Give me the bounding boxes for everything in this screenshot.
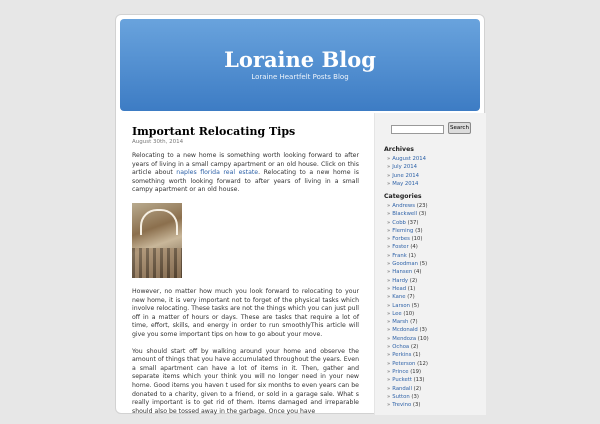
category-link[interactable]: Fleming <box>392 227 414 234</box>
bullet-arrow-icon: » <box>387 203 391 209</box>
category-link[interactable]: Peterson <box>392 360 416 367</box>
bullet-arrow-icon: » <box>387 294 391 301</box>
category-count: (3) <box>412 402 421 409</box>
category-item[interactable] <box>387 360 429 368</box>
category-link[interactable]: Goodman <box>392 261 418 268</box>
category-link[interactable]: Head <box>392 285 407 292</box>
bullet-arrow-icon: » <box>387 211 391 218</box>
archive-item[interactable] <box>387 155 426 163</box>
archive-item[interactable] <box>387 163 426 171</box>
category-count: (10) <box>417 335 429 342</box>
category-count: (37) <box>407 219 419 226</box>
category-item[interactable] <box>387 343 429 351</box>
category-item[interactable] <box>387 235 429 243</box>
bullet-arrow-icon: » <box>387 252 391 259</box>
bullet-arrow-icon: » <box>387 277 391 284</box>
category-link[interactable]: Puckett <box>392 377 412 384</box>
category-link[interactable]: Prince <box>392 368 409 375</box>
category-item[interactable] <box>387 335 429 343</box>
category-count: (3) <box>415 227 423 234</box>
category-count: (23) <box>416 203 428 209</box>
category-item[interactable] <box>387 277 429 285</box>
sidebar <box>374 113 486 415</box>
category-item[interactable] <box>387 243 429 251</box>
category-link[interactable]: Mcdonald <box>392 327 418 334</box>
category-item[interactable] <box>387 368 429 376</box>
bullet-arrow-icon: » <box>387 368 391 375</box>
category-link[interactable]: Forbes <box>392 236 410 243</box>
bullet-arrow-icon: » <box>387 236 391 243</box>
category-item[interactable] <box>387 268 429 276</box>
category-item[interactable] <box>387 260 429 268</box>
category-count: (4) <box>410 244 418 251</box>
categories-list <box>387 202 429 409</box>
post-content <box>132 125 359 424</box>
bullet-arrow-icon: » <box>387 156 391 162</box>
category-count: (1) <box>407 285 416 292</box>
archive-link[interactable]: June 2014 <box>392 172 419 179</box>
category-item[interactable] <box>387 351 429 359</box>
category-count: (3) <box>418 211 427 218</box>
page-container <box>115 14 485 414</box>
category-link[interactable]: Cobb <box>392 219 406 226</box>
real-estate-link[interactable]: naples florida real estate <box>176 169 259 177</box>
archive-link[interactable]: July 2014 <box>392 164 417 171</box>
category-link[interactable]: Marsh <box>392 319 409 326</box>
category-link[interactable]: Randall <box>392 385 412 392</box>
archive-item[interactable] <box>387 180 426 188</box>
category-count: (12) <box>417 360 428 367</box>
category-link[interactable]: Foster <box>392 244 409 251</box>
bullet-arrow-icon: » <box>387 377 391 384</box>
category-item[interactable] <box>387 326 429 334</box>
post-paragraph <box>132 152 359 195</box>
category-item[interactable] <box>387 376 429 384</box>
archive-link[interactable]: August 2014 <box>392 156 426 162</box>
category-link[interactable]: Hansen <box>392 269 413 276</box>
bullet-arrow-icon: » <box>387 269 391 276</box>
category-link[interactable]: Andrews <box>392 203 416 209</box>
bullet-arrow-icon: » <box>387 344 391 351</box>
category-item[interactable] <box>387 227 429 235</box>
category-count: (19) <box>410 368 422 375</box>
category-item[interactable] <box>387 210 429 218</box>
category-count: (1) <box>408 252 416 259</box>
bullet-arrow-icon: » <box>387 180 391 187</box>
bullet-arrow-icon: » <box>387 352 391 359</box>
category-item[interactable] <box>387 302 429 310</box>
category-item[interactable] <box>387 393 429 401</box>
blog-title[interactable]: Loraine Blog <box>224 47 376 72</box>
bullet-arrow-icon: » <box>387 302 391 309</box>
archive-link[interactable]: May 2014 <box>392 180 419 187</box>
bullet-arrow-icon: » <box>387 310 391 317</box>
bullet-arrow-icon: » <box>387 285 391 292</box>
category-item[interactable] <box>387 285 429 293</box>
bullet-arrow-icon: » <box>387 261 391 268</box>
category-link[interactable]: Sutton <box>392 393 410 400</box>
category-count: (3) <box>411 393 419 400</box>
archive-item[interactable] <box>387 172 426 180</box>
bullet-arrow-icon: » <box>387 360 391 367</box>
category-item[interactable] <box>387 310 429 318</box>
category-link[interactable]: Frank <box>392 252 407 259</box>
category-count: (7) <box>407 294 415 301</box>
category-item[interactable] <box>387 219 429 227</box>
header-banner <box>120 19 480 111</box>
category-link[interactable]: Kane <box>392 294 406 301</box>
category-link[interactable]: Lee <box>392 310 402 317</box>
post-title[interactable]: Important Relocating Tips <box>132 125 296 138</box>
category-link[interactable]: Hardy <box>392 277 409 284</box>
bullet-arrow-icon: » <box>387 219 391 226</box>
bullet-arrow-icon: » <box>387 335 391 342</box>
bullet-arrow-icon: » <box>387 385 391 392</box>
bullet-arrow-icon: » <box>387 327 391 334</box>
category-count: (5) <box>419 261 428 268</box>
category-item[interactable] <box>387 401 429 409</box>
bullet-arrow-icon: » <box>387 227 391 234</box>
category-count: (7) <box>410 319 418 326</box>
post-paragraph: You should start off by walking around your home and observe the amount of things that you have accumulated throughout the years. Even a small apartment can have a lot of items in it. Then, gather and separate items which your think you will no longer need in your new home. Good items you haven t used for six months to even years can be donated to a charity, given to a friend, or sold in a garage sale. What s really important is to get rid of them. Items damaged and irreparable should also be tossed away in the garbage. Once you have <box>132 347 359 415</box>
category-count: (3) <box>419 327 427 334</box>
category-count: (2) <box>413 385 422 392</box>
category-link[interactable]: Ochoa <box>392 344 410 351</box>
category-item[interactable] <box>387 202 429 210</box>
category-count: (10) <box>403 310 415 317</box>
category-link[interactable]: Mendoza <box>392 335 417 342</box>
category-count: (2) <box>409 277 418 284</box>
category-item[interactable] <box>387 293 429 301</box>
bullet-arrow-icon: » <box>387 172 391 179</box>
category-item[interactable] <box>387 252 429 260</box>
category-count: (10) <box>411 236 423 243</box>
archives-heading: Archives <box>384 146 414 153</box>
categories-heading: Categories <box>384 193 422 200</box>
category-item[interactable] <box>387 318 429 326</box>
blog-description: Loraine Heartfelt Posts Blog <box>251 73 349 81</box>
post-text: Relocating to a new home is something worth looking forward to after years of living in a small campy apartment or an old house. Click on this article about <box>132 152 359 177</box>
bullet-arrow-icon: » <box>387 319 391 326</box>
search-input[interactable] <box>391 125 444 134</box>
bullet-arrow-icon: » <box>387 244 391 251</box>
post-text: . Relocating to a new home is something worth looking forward to after years of living in a small campy apartment or an old house. <box>132 169 359 194</box>
category-count: (5) <box>411 302 420 309</box>
category-link[interactable]: Perkins <box>392 352 412 359</box>
category-item[interactable] <box>387 385 429 393</box>
category-count: (2) <box>410 344 419 351</box>
post-date: August 30th, 2014 <box>132 139 184 145</box>
post-paragraph: However, no matter how much you look forward to relocating to your new home, it is very important not to forget of the physical tasks which involve relocating. These tasks are not the things which you can just pull off in a matter of hours or days. These are tasks that require a lot of time, effort, skills, and energy in order to run smoothlyThis article will give you some important tips on how to go about your move. <box>132 287 359 338</box>
category-count: (1) <box>413 352 421 359</box>
bullet-arrow-icon: » <box>387 164 391 171</box>
bullet-arrow-icon: » <box>387 402 391 409</box>
bullet-arrow-icon: » <box>387 393 391 400</box>
category-count: (4) <box>413 269 422 276</box>
category-link[interactable]: Trevino <box>392 402 412 409</box>
search-button[interactable]: Search <box>448 122 471 134</box>
archives-list <box>387 155 426 188</box>
category-link[interactable]: Larson <box>392 302 410 309</box>
category-count: (13) <box>413 377 425 384</box>
post-image <box>132 203 182 278</box>
category-link[interactable]: Blackwell <box>392 211 418 218</box>
